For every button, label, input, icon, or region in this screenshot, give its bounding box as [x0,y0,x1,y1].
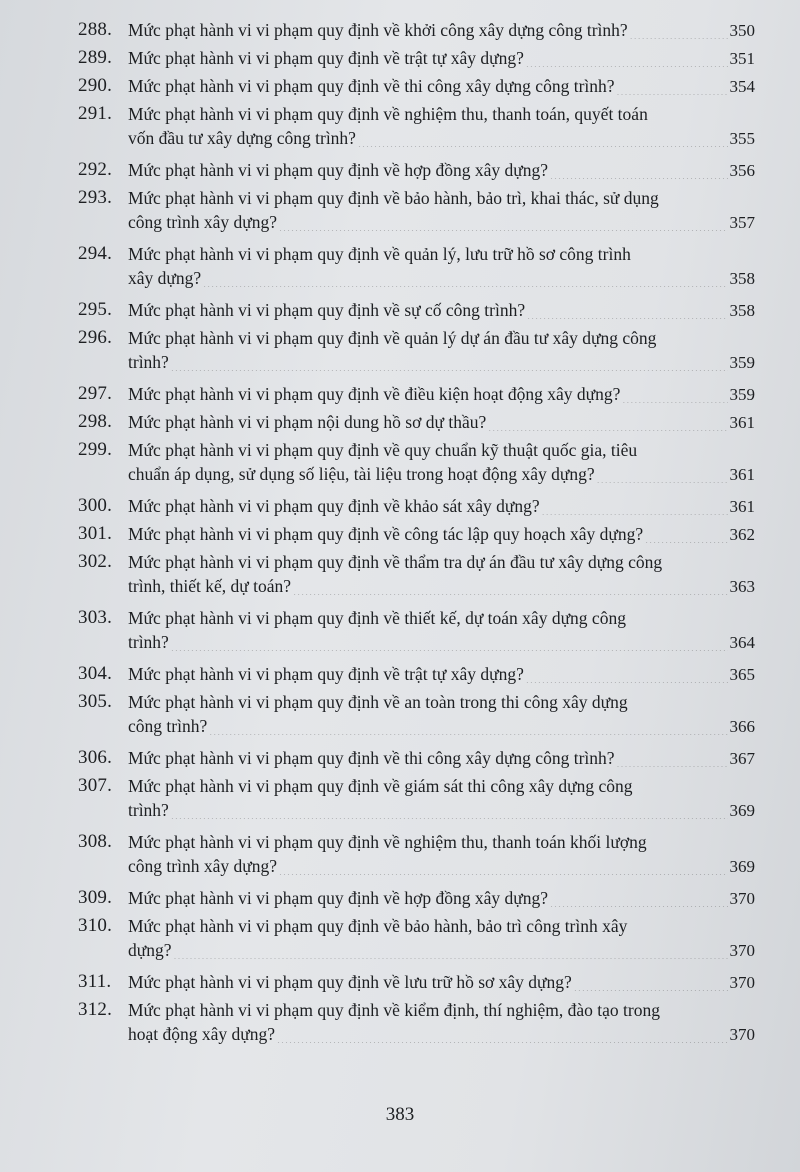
toc-entry [0,326,800,378]
toc-entry-title: hoạt động xây dựng? [128,1024,276,1044]
dot-leader [174,942,728,960]
dot-leader [574,974,728,992]
toc-entry-number: 309. [78,887,113,908]
toc-entry-page: 361 [729,497,755,516]
toc-entry [0,522,800,546]
toc-entry-title: dựng? [128,940,172,960]
toc-entry-number: 312. [78,999,113,1020]
toc-entry-page: 350 [729,21,755,40]
toc-entry [0,46,800,70]
toc-entry-number: 290. [78,75,113,96]
toc-entry-page: 370 [729,941,755,960]
toc-entry-title: Mức phạt hành vi vi phạm quy định về trật tự xây dựng? [128,664,524,684]
toc-entry-page: 358 [729,301,755,320]
toc-entry-page: 369 [729,857,755,876]
toc-entry-title: trình? [128,352,169,372]
dot-leader [488,414,727,432]
dot-leader [526,666,728,684]
toc-entry-page: 366 [729,717,755,736]
toc-entry [0,242,800,294]
dot-leader [277,1026,727,1044]
dot-leader [171,634,728,652]
dot-leader [279,214,728,232]
toc-entry-title: Mức phạt hành vi vi phạm quy định về sự cố công trình? [128,300,526,320]
toc-entry-page: 356 [729,161,755,180]
toc-entry-page: 361 [729,465,755,484]
toc-entry-title: Mức phạt hành vi vi phạm quy định về thiết kế, dự toán xây dựng công [128,608,626,628]
dot-leader [171,802,728,820]
toc-entry-title: công trình xây dựng? [128,856,277,876]
toc-entry [0,662,800,686]
toc-entry-page: 362 [729,525,755,544]
toc-entry-title: Mức phạt hành vi vi phạm quy định về hợp đồng xây dựng? [128,888,548,908]
toc-entry [0,18,800,42]
toc-entry [0,438,800,490]
toc-entry-number: 288. [78,19,113,40]
dot-leader [617,750,728,768]
toc-entry-title: Mức phạt hành vi vi phạm quy định về khởi công xây dựng công trình? [128,20,628,40]
toc-entry [0,186,800,238]
toc-entry-page: 370 [729,973,755,992]
toc-entry-title: Mức phạt hành vi vi phạm quy định về thi công xây dựng công trình? [128,748,615,768]
toc-entry-number: 304. [78,663,113,684]
toc-entry-title: Mức phạt hành vi vi phạm quy định về bảo hành, bảo trì, khai thác, sử dụng [128,188,659,208]
dot-leader [550,162,728,180]
toc-entry [0,102,800,154]
toc-entry [0,914,800,966]
toc-entry-number: 292. [78,159,113,180]
toc-entry [0,886,800,910]
toc-entry-page: 355 [729,129,755,148]
dot-leader [209,718,727,736]
toc-entry-number: 305. [78,691,113,712]
toc-entry-page: 367 [729,749,755,768]
toc-entry-title: Mức phạt hành vi vi phạm quy định về quản lý dự án đầu tư xây dựng công [128,328,657,348]
toc-entry-title: Mức phạt hành vi vi phạm quy định về hợp đồng xây dựng? [128,160,548,180]
toc-entry-title: Mức phạt hành vi vi phạm nội dung hồ sơ dự thầu? [128,412,487,432]
dot-leader [622,386,727,404]
toc-entry [0,830,800,882]
toc-entry-title: Mức phạt hành vi vi phạm quy định về trật tự xây dựng? [128,48,524,68]
toc-entry-page: 364 [729,633,755,652]
toc-entry-title: Mức phạt hành vi vi phạm quy định về công tác lập quy hoạch xây dựng? [128,524,644,544]
toc-entry-title: Mức phạt hành vi vi phạm quy định về thẩm tra dự án đầu tư xây dựng công [128,552,663,572]
toc-entry [0,998,800,1050]
toc-entry-title: Mức phạt hành vi vi phạm quy định về khảo sát xây dựng? [128,496,540,516]
toc-entry-number: 311. [78,971,112,992]
toc-entry [0,774,800,826]
toc-entry [0,158,800,182]
toc-entry-title: Mức phạt hành vi vi phạm quy định về nghiệm thu, thanh toán khối lượng [128,832,647,852]
dot-leader [526,50,728,68]
toc-entry-page: 354 [729,77,755,96]
toc-entry-page: 370 [729,889,755,908]
toc-entry [0,746,800,770]
toc-entry [0,494,800,518]
toc-entry-page: 359 [729,353,755,372]
toc-entry-title: Mức phạt hành vi vi phạm quy định về quản lý, lưu trữ hồ sơ công trình [128,244,631,264]
toc-entry-number: 291. [78,103,113,124]
toc-entry-title: trình? [128,800,169,820]
page-number: 383 [385,1104,415,1125]
toc-entry-title: Mức phạt hành vi vi phạm quy định về bảo hành, bảo trì công trình xây [128,916,628,936]
dot-leader [617,78,728,96]
toc-entry-title: trình? [128,632,169,652]
toc-entry-number: 295. [78,299,113,320]
dot-leader [645,526,727,544]
toc-entry-title: vốn đầu tư xây dựng công trình? [128,128,356,148]
toc-entry-number: 302. [78,551,113,572]
toc-entry [0,970,800,994]
dot-leader [171,354,728,372]
toc-entry-number: 297. [78,383,113,404]
toc-entry [0,410,800,434]
dot-leader [630,22,728,40]
toc-entry-title: Mức phạt hành vi vi phạm quy định về an toàn trong thi công xây dựng [128,692,628,712]
toc-entry-page: 357 [729,213,755,232]
toc-entry-title: trình, thiết kế, dự toán? [128,576,292,596]
toc-entry-number: 310. [78,915,113,936]
toc-entry-title: Mức phạt hành vi vi phạm quy định về quy chuẩn kỹ thuật quốc gia, tiêu [128,440,638,460]
toc-entry-title: Mức phạt hành vi vi phạm quy định về kiểm định, thí nghiệm, đào tạo trong [128,1000,660,1020]
dot-leader [203,270,727,288]
toc-entry-title: Mức phạt hành vi vi phạm quy định về lưu trữ hồ sơ xây dựng? [128,972,572,992]
toc-entry-title: Mức phạt hành vi vi phạm quy định về điều kiện hoạt động xây dựng? [128,384,621,404]
toc-entry-title: Mức phạt hành vi vi phạm quy định về giám sát thi công xây dựng công [128,776,633,796]
toc-entry-title: Mức phạt hành vi vi phạm quy định về thi công xây dựng công trình? [128,76,615,96]
table-of-contents [0,18,800,1054]
toc-entry-number: 308. [78,831,113,852]
toc-entry-number: 301. [78,523,113,544]
dot-leader [527,302,727,320]
toc-entry-page: 351 [729,49,755,68]
toc-entry-page: 361 [729,413,755,432]
toc-entry-page: 359 [729,385,755,404]
toc-entry-title: chuẩn áp dụng, sử dụng số liệu, tài liệu trong hoạt động xây dựng? [128,464,595,484]
toc-entry-number: 294. [78,243,113,264]
toc-entry-number: 293. [78,187,113,208]
toc-entry-number: 300. [78,495,113,516]
toc-entry-number: 303. [78,607,113,628]
toc-entry-page: 365 [729,665,755,684]
dot-leader [597,466,728,484]
toc-entry-page: 369 [729,801,755,820]
toc-entry-title: công trình? [128,716,208,736]
toc-entry-page: 363 [729,577,755,596]
toc-entry [0,606,800,658]
toc-entry-number: 296. [78,327,113,348]
toc-entry-number: 299. [78,439,113,460]
toc-entry-number: 289. [78,47,113,68]
dot-leader [542,498,728,516]
dot-leader [293,578,727,596]
toc-entry [0,550,800,602]
toc-entry-page: 358 [729,269,755,288]
toc-entry-number: 298. [78,411,113,432]
toc-entry-title: công trình xây dựng? [128,212,277,232]
toc-entry [0,298,800,322]
toc-entry-page: 370 [729,1025,755,1044]
toc-entry-title: xây dựng? [128,268,202,288]
toc-entry-title: Mức phạt hành vi vi phạm quy định về nghiệm thu, thanh toán, quyết toán [128,104,648,124]
toc-entry-number: 307. [78,775,113,796]
toc-entry-number: 306. [78,747,113,768]
dot-leader [358,130,728,148]
dot-leader [279,858,728,876]
toc-entry [0,690,800,742]
dot-leader [550,890,728,908]
toc-entry [0,74,800,98]
toc-entry [0,382,800,406]
